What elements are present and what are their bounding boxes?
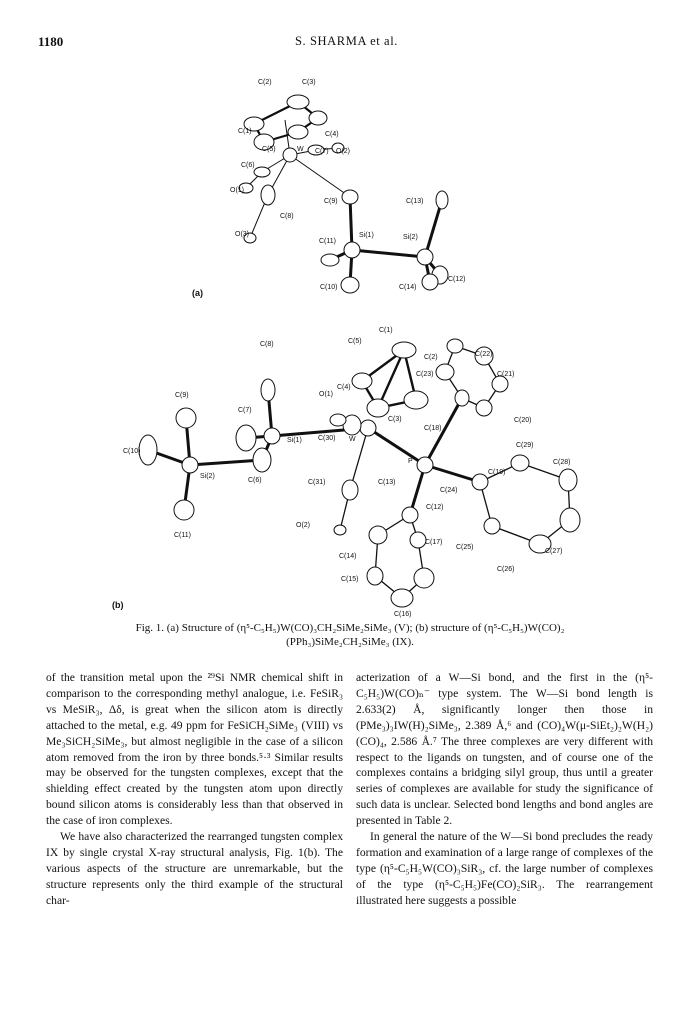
atom-label: P — [408, 458, 413, 465]
atom-label: C(9) — [175, 392, 189, 399]
atom-label: C(29) — [516, 442, 534, 449]
atom-label: O(2) — [336, 148, 350, 155]
atom-label: C(14) — [399, 284, 417, 291]
atom-label: O(2) — [296, 522, 310, 529]
atom-label: Si(2) — [403, 234, 418, 241]
atom-label: C(19) — [488, 469, 506, 476]
paragraph: In general the nature of the W—Si bond precludes the ready formation and examination of a large range of complexes of the type (η⁵-C₅H₅W(CO)₃SiR₃, cf. the large number of complexes of the type (η⁵-C₅H₅)Fe(CO)₂SiR₃. The rearrangement illustrated here suggests a possible — [356, 830, 653, 907]
atom-label: C(12) — [426, 504, 444, 511]
running-head: S. SHARMA et al. — [294, 34, 398, 48]
atom-label: C(6) — [248, 477, 262, 484]
atom-label: C(9) — [324, 198, 338, 205]
atom-label: C(13) — [406, 198, 424, 205]
atom-label: C(7) — [315, 148, 329, 155]
atom-label: C(24) — [440, 487, 458, 494]
atom-label: C(4) — [337, 384, 351, 391]
atom-label: C(27) — [545, 548, 563, 555]
atom-label: C(25) — [456, 544, 474, 551]
atom-label: C(8) — [280, 213, 294, 220]
atom-label: C(7) — [238, 407, 252, 414]
atom-label: O(1) — [319, 391, 333, 398]
atom-label: O(3) — [235, 231, 249, 238]
atom-label: C(18) — [424, 425, 442, 432]
atom-label: C(21) — [497, 371, 515, 378]
atom-label: C(30) — [318, 435, 336, 442]
atom-label: C(23) — [416, 371, 434, 378]
atom-label: C(26) — [497, 566, 515, 573]
atom-label: C(2) — [424, 354, 438, 361]
paragraph: We have also characterized the rearranged tungsten complex IX by single crystal X-ray structural analysis, Fig. 1(b). The various aspects of the structure are unremarkable, but the structure represents only the third example of the structural char- — [46, 830, 343, 907]
atom-label: C(13) — [378, 479, 396, 486]
atom-label: C(1) — [379, 327, 393, 334]
atom-label: Si(2) — [200, 473, 215, 480]
atom-label: C(16) — [394, 611, 412, 618]
atom-label: C(6) — [241, 162, 255, 169]
atom-label: C(14) — [339, 553, 357, 560]
atom-label: C(1) — [238, 128, 252, 135]
structure-a — [239, 95, 448, 293]
left-column — [46, 670, 343, 909]
crystal-structure-figure — [0, 60, 693, 620]
atom-label: C(11) — [174, 532, 191, 539]
atom-label: W — [349, 436, 356, 443]
page-number: 1180 — [38, 34, 64, 49]
atom-label: C(5) — [348, 338, 362, 345]
atom-label: C(3) — [302, 79, 316, 86]
atom-label: C(4) — [325, 131, 339, 138]
panel-b-label: (b) — [112, 600, 124, 610]
paragraph: acterization of a W—Si bond, and the first in the (η⁵-C₅H₅)W(CO)ₙ⁻ type system. The W—Si bond length is 2.633(2) Å, significantly longer then those in (PMe₃)₃IW(H)₂SiMe₃, 2.389 Å,⁶ and (CO)₄W(μ-SiEt₂)₂W(H₂)(CO)₄, 2.586 Å.⁷ The three complexes are very different with respect to the ligands on tungsten, and of course one of the complexes contains a bridging silyl group, thus until a greater series of complexes are available for study the significance of such data is unclear. Selected bond lengths and bond angles are presented in Table 2. — [356, 671, 653, 828]
atom-label: C(20) — [514, 417, 532, 424]
atom-label: O(1) — [230, 187, 244, 194]
atom-label: C(10) — [320, 284, 338, 291]
atom-label: C(8) — [260, 341, 274, 348]
atom-label: C(17) — [425, 539, 443, 546]
figure-caption — [60, 621, 640, 649]
panel-a-label: (a) — [192, 288, 203, 298]
right-column — [356, 670, 653, 909]
atom-label: Si(1) — [287, 437, 302, 444]
atom-label: C(3) — [388, 416, 402, 423]
caption-line-2: (PPh₃)SiMe₂CH₂SiMe₃ (IX). — [286, 636, 414, 648]
atom-label: C(15) — [341, 576, 359, 583]
atom-label: C(2) — [258, 79, 272, 86]
paragraph: of the transition metal upon the ²⁹Si NMR chemical shift in comparison to the corresponding methyl analogue, i.e. FeSiR₃ vs MeSiR₃, Δδ, is great when the silicon atom is directly attached to the metal, e.g. 49 ppm for FeSiCH₂SiMe₃ (VIII) vs Me₃SiCH₂SiMe₃, but almost negligible in the case of a silicon atom removed from the iron by three bonds.⁵·³ Similar results may be observed for the tungsten complexes, except that the shielding effect created by the tungsten atom upon directly bound silicon atoms is considerably less than that observed in the case of iron complexes. — [46, 671, 343, 828]
atom-label: C(22) — [475, 351, 493, 358]
atom-label: C(31) — [308, 479, 326, 486]
atom-label: C(10) — [123, 448, 141, 455]
atom-label: C(11) — [319, 238, 336, 245]
atom-label: C(5) — [262, 146, 276, 153]
atom-label: C(12) — [448, 276, 466, 283]
atom-label: C(28) — [553, 459, 571, 466]
atom-label: W — [297, 146, 304, 153]
atom-label: Si(1) — [359, 232, 374, 239]
caption-line-1: Fig. 1. (a) Structure of (η⁵-C₅H₅)W(CO)₃CH₂SiMe₂SiMe₃ (V); (b) structure of (η⁵-C₅H₅)W(CO)₂ — [135, 622, 565, 634]
